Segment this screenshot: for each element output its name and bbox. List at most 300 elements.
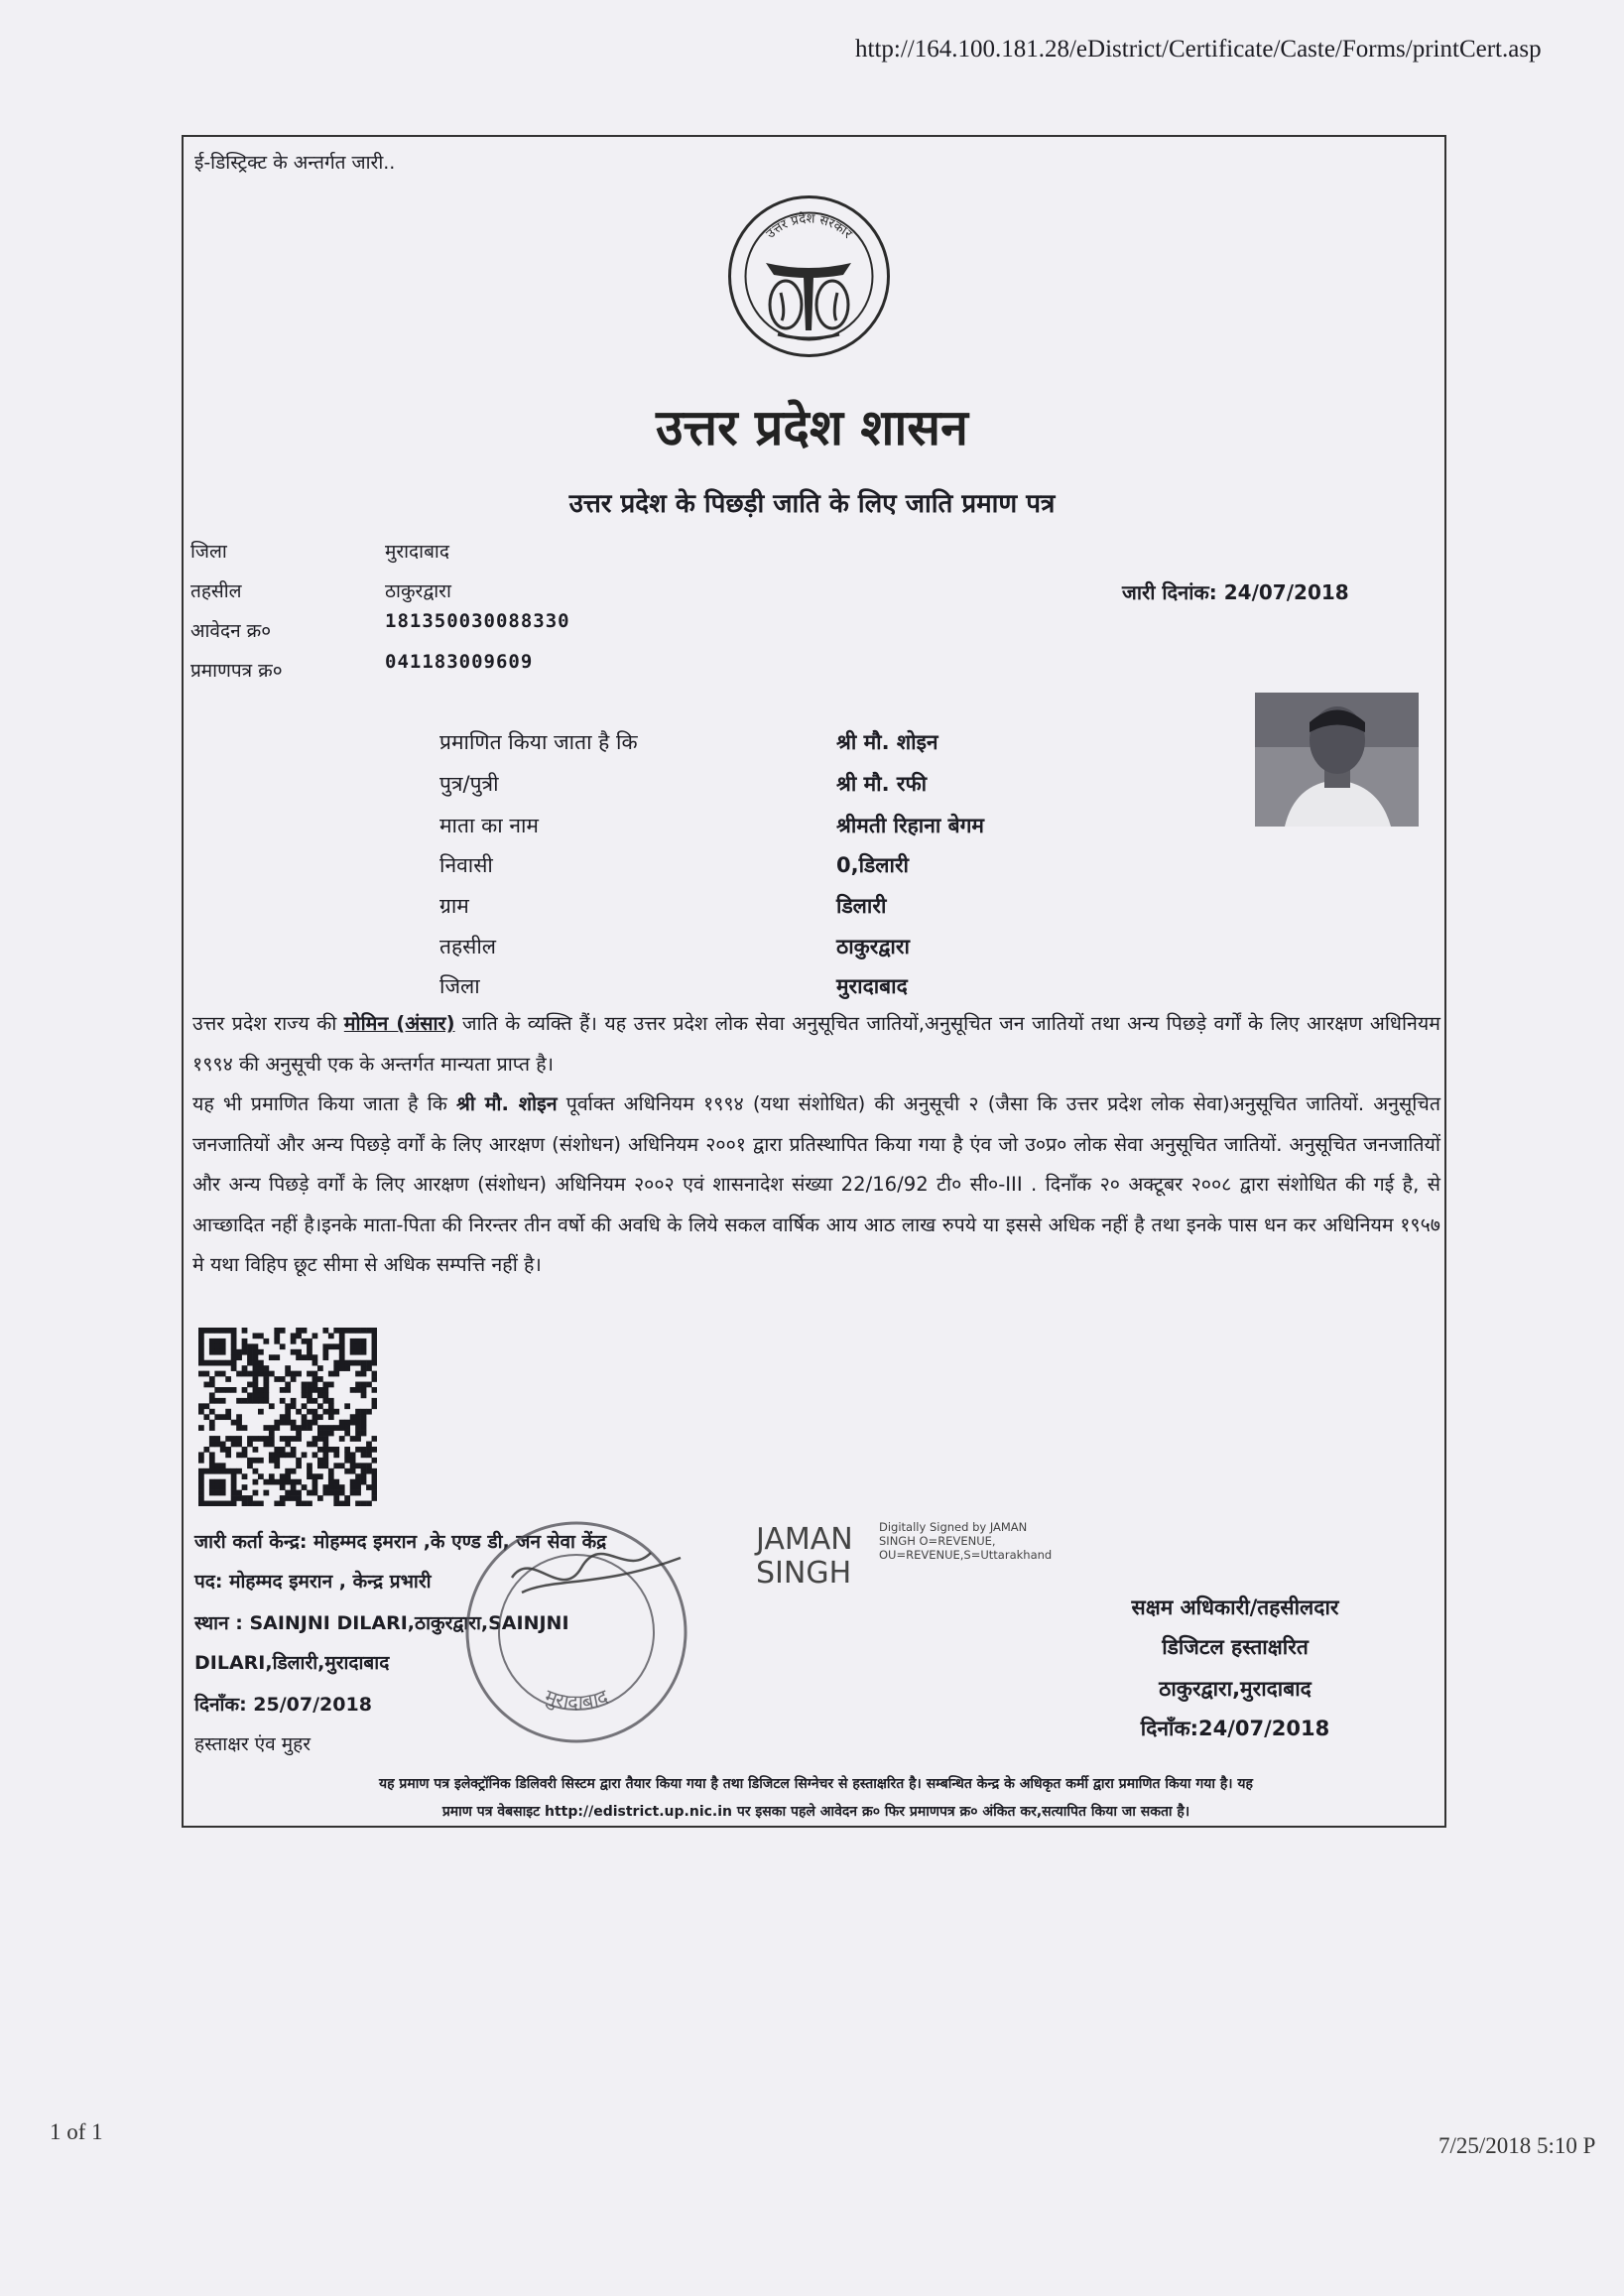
qr-module (247, 1354, 253, 1360)
qr-module (361, 1414, 367, 1420)
qr-module (214, 1501, 220, 1506)
qr-module (231, 1473, 237, 1479)
qr-module (372, 1328, 377, 1334)
qr-module (247, 1349, 253, 1355)
qr-module (317, 1403, 323, 1409)
qr-module (198, 1458, 204, 1464)
qr-module (317, 1463, 323, 1468)
issuer-date: दिनॉंक: 25/07/2018 (194, 1694, 372, 1716)
qr-module (312, 1376, 318, 1382)
qr-module (231, 1495, 237, 1501)
qr-module (285, 1403, 291, 1409)
qr-module (291, 1447, 297, 1453)
qr-module (274, 1420, 280, 1426)
qr-module (317, 1376, 323, 1382)
qr-module (291, 1452, 297, 1458)
qr-module (274, 1376, 280, 1382)
qr-module (366, 1382, 372, 1388)
qr-module (296, 1479, 302, 1485)
qr-module (302, 1425, 308, 1431)
qr-module (269, 1442, 275, 1448)
qr-module (242, 1365, 248, 1371)
qr-module (214, 1414, 220, 1420)
qr-module (253, 1333, 259, 1339)
qr-module (312, 1382, 318, 1388)
qr-module (263, 1436, 269, 1442)
qr-module (317, 1436, 323, 1442)
qr-module (274, 1425, 280, 1431)
qr-module (339, 1436, 345, 1442)
qr-module (317, 1473, 323, 1479)
district-label: जिला (190, 541, 227, 563)
qr-module (322, 1442, 328, 1448)
qr-module (328, 1343, 334, 1349)
qr-module (302, 1382, 308, 1388)
qr-module (339, 1490, 345, 1496)
qr-module (312, 1436, 318, 1442)
qr-module (203, 1382, 209, 1388)
qr-module (333, 1360, 339, 1366)
qr-module (263, 1339, 269, 1344)
qr-module (231, 1360, 237, 1366)
qr-module (198, 1343, 204, 1349)
qr-module (274, 1458, 280, 1464)
qr-module (253, 1365, 259, 1371)
district-value: मुरादाबाद (385, 541, 449, 563)
qr-module (263, 1398, 269, 1404)
qr-module (209, 1463, 215, 1468)
qr-module (355, 1479, 361, 1485)
digital-signature-line1: Digitally Signed by JAMAN (879, 1520, 1028, 1534)
qr-module (269, 1473, 275, 1479)
digital-signer-last: SINGH (756, 1556, 852, 1591)
qr-module (269, 1354, 275, 1360)
qr-module (247, 1501, 253, 1506)
field-label-village: ग्राम (439, 894, 469, 918)
field-value-resident: 0,डिलारी (836, 853, 909, 877)
qr-module (355, 1349, 361, 1355)
qr-module (328, 1447, 334, 1453)
digital-signer-first: JAMAN (756, 1522, 853, 1557)
qr-module (328, 1382, 334, 1388)
qr-module (280, 1398, 286, 1404)
qr-module (198, 1425, 204, 1431)
qr-module (333, 1365, 339, 1371)
qr-module (242, 1452, 248, 1458)
qr-module (285, 1409, 291, 1415)
qr-module (258, 1349, 264, 1355)
qr-module (355, 1420, 361, 1426)
qr-module (236, 1490, 242, 1496)
qr-module (361, 1328, 367, 1334)
qr-module (355, 1360, 361, 1366)
qr-module (214, 1360, 220, 1366)
qr-module (220, 1349, 226, 1355)
qr-module (225, 1468, 231, 1474)
qr-module (231, 1387, 237, 1393)
qr-module (285, 1420, 291, 1426)
qr-module (355, 1339, 361, 1344)
qr-module (355, 1447, 361, 1453)
qr-module (236, 1442, 242, 1448)
qr-module (198, 1349, 204, 1355)
qr-module (307, 1349, 312, 1355)
qr-module (322, 1425, 328, 1431)
qr-module (361, 1452, 367, 1458)
qr-module (291, 1371, 297, 1377)
qr-module (253, 1501, 259, 1506)
qr-module (280, 1501, 286, 1506)
qr-module (372, 1458, 377, 1464)
qr-module (366, 1442, 372, 1448)
page-url: http://164.100.181.28/eDistrict/Certificate/Caste/Forms/printCert.asp (855, 36, 1542, 63)
qr-module (355, 1473, 361, 1479)
qr-module (236, 1468, 242, 1474)
qr-module (296, 1495, 302, 1501)
qr-module (236, 1436, 242, 1442)
qr-module (242, 1343, 248, 1349)
qr-module (242, 1371, 248, 1377)
qr-module (214, 1468, 220, 1474)
qr-module (322, 1328, 328, 1334)
page-count: 1 of 1 (50, 2119, 103, 2144)
qr-module (209, 1468, 215, 1474)
qr-module (269, 1452, 275, 1458)
qr-module (312, 1452, 318, 1458)
qr-module (302, 1420, 308, 1426)
qr-module (344, 1365, 350, 1371)
qr-module (350, 1463, 356, 1468)
qr-module (355, 1387, 361, 1393)
qr-module (263, 1425, 269, 1431)
field-value-mother: श्रीमती रिहाना बेगम (836, 814, 984, 837)
qr-module (242, 1349, 248, 1355)
qr-module (274, 1328, 280, 1334)
qr-module (372, 1354, 377, 1360)
qr-module (274, 1501, 280, 1506)
qr-module (242, 1473, 248, 1479)
qr-module (302, 1392, 308, 1398)
qr-module (280, 1495, 286, 1501)
qr-module (317, 1495, 323, 1501)
qr-module (296, 1501, 302, 1506)
qr-module (242, 1387, 248, 1393)
qr-module (209, 1398, 215, 1404)
qr-module (372, 1484, 377, 1490)
qr-module (274, 1339, 280, 1344)
qr-module (269, 1431, 275, 1437)
qr-module (366, 1328, 372, 1334)
qr-module (322, 1382, 328, 1388)
qr-module (361, 1447, 367, 1453)
qr-module (322, 1387, 328, 1393)
body-p1-b: जाति के व्यक्ति हैं। यह उत्तर प्रदेश लोक सेवा अनुसूचित जातियों,अनुसूचित जन जातियों तथा अन्य पिछड़े वर्गों के लिए आरक्षण अधिनियम १९९४ की अनुसूची एक के अन्तर्गत मान्यता प्राप्त है। (192, 1012, 1440, 1076)
application-no-value: 181350030088330 (385, 610, 570, 632)
qr-module (203, 1360, 209, 1366)
qr-module (333, 1501, 339, 1506)
qr-module (291, 1484, 297, 1490)
issuing-center: जारी कर्ता केन्द्र: मोहम्मद इमरान ,के एण्ड डी, जन सेवा केंद्र (194, 1531, 607, 1553)
qr-module (209, 1501, 215, 1506)
qr-module (253, 1382, 259, 1388)
qr-module (344, 1425, 350, 1431)
qr-module (344, 1420, 350, 1426)
qr-module (361, 1343, 367, 1349)
qr-module (344, 1452, 350, 1458)
qr-module (302, 1328, 308, 1334)
qr-module (372, 1495, 377, 1501)
qr-module (366, 1447, 372, 1453)
qr-module (269, 1425, 275, 1431)
tehsil-label: तहसील (190, 580, 242, 602)
qr-module (198, 1409, 204, 1415)
qr-module (339, 1349, 345, 1355)
qr-module (361, 1387, 367, 1393)
qr-module (198, 1333, 204, 1339)
qr-module (312, 1414, 318, 1420)
qr-module (220, 1479, 226, 1485)
qr-module (317, 1365, 323, 1371)
qr-module (350, 1490, 356, 1496)
qr-module (263, 1365, 269, 1371)
qr-module (274, 1463, 280, 1468)
qr-module (214, 1490, 220, 1496)
qr-module (203, 1414, 209, 1420)
qr-module (361, 1371, 367, 1377)
qr-module (285, 1371, 291, 1377)
qr-module (231, 1343, 237, 1349)
qr-module (231, 1442, 237, 1448)
qr-module (214, 1339, 220, 1344)
field-label-son-daughter: पुत्र/पुत्री (439, 772, 499, 796)
certificate-title: उत्तर प्रदेश शासन (656, 399, 968, 456)
qr-module (312, 1387, 318, 1393)
qr-module (339, 1333, 345, 1339)
qr-module (242, 1339, 248, 1344)
qr-module (312, 1371, 318, 1377)
qr-module (209, 1409, 215, 1415)
qr-module (372, 1339, 377, 1344)
issue-date-label: जारी दिनांक: (1122, 580, 1217, 604)
qr-module (253, 1343, 259, 1349)
qr-module (333, 1328, 339, 1334)
qr-module (231, 1420, 237, 1426)
qr-module (225, 1409, 231, 1415)
qr-module (220, 1339, 226, 1344)
qr-module (247, 1360, 253, 1366)
qr-module (339, 1328, 345, 1334)
qr-module (350, 1414, 356, 1420)
qr-module (312, 1484, 318, 1490)
qr-module (236, 1349, 242, 1355)
authority-designation: सक्षम अधिकारी/तहसीलदार (1131, 1595, 1339, 1619)
authority-location: ठाकुरद्वारा,मुरादाबाद (1159, 1677, 1312, 1701)
qr-module (372, 1376, 377, 1382)
qr-module (328, 1473, 334, 1479)
qr-module (328, 1431, 334, 1437)
qr-module (220, 1501, 226, 1506)
qr-module (280, 1436, 286, 1442)
issuer-place: स्थान : SAINJNI DILARI,ठाकुरद्वारा,SAINJNI (194, 1612, 569, 1634)
qr-module (285, 1452, 291, 1458)
qr-module (220, 1468, 226, 1474)
qr-module (280, 1484, 286, 1490)
qr-module (269, 1479, 275, 1485)
qr-module (322, 1436, 328, 1442)
qr-module (258, 1371, 264, 1377)
qr-module (333, 1371, 339, 1377)
qr-module (333, 1463, 339, 1468)
qr-module (333, 1447, 339, 1453)
qr-module (203, 1371, 209, 1377)
qr-module (361, 1420, 367, 1426)
issue-date (1122, 578, 1349, 605)
qr-module (366, 1452, 372, 1458)
qr-module (328, 1409, 334, 1415)
qr-module (333, 1452, 339, 1458)
qr-module (214, 1463, 220, 1468)
qr-module (344, 1360, 350, 1366)
qr-module (242, 1328, 248, 1334)
qr-module (307, 1463, 312, 1468)
qr-module (231, 1365, 237, 1371)
qr-module (225, 1501, 231, 1506)
qr-module (296, 1436, 302, 1442)
qr-module (269, 1403, 275, 1409)
qr-module (242, 1447, 248, 1453)
qr-module (274, 1354, 280, 1360)
qr-module (350, 1479, 356, 1485)
qr-module (361, 1425, 367, 1431)
qr-module (225, 1328, 231, 1334)
qr-module (214, 1371, 220, 1377)
qr-module (209, 1436, 215, 1442)
body-applicant-name: श्री मौ. शोइन (456, 1092, 558, 1115)
qr-module (285, 1473, 291, 1479)
qr-module (247, 1495, 253, 1501)
qr-module (344, 1328, 350, 1334)
qr-module (203, 1328, 209, 1334)
field-value-district: मुरादाबाद (836, 974, 908, 998)
qr-module (253, 1479, 259, 1485)
issuer-place-line2: DILARI,डिलारी,मुरादाबाद (194, 1652, 390, 1674)
qr-module (209, 1479, 215, 1485)
qr-module (296, 1371, 302, 1377)
qr-module (302, 1354, 308, 1360)
qr-module (322, 1484, 328, 1490)
qr-module (296, 1490, 302, 1496)
qr-module (312, 1360, 318, 1366)
qr-module (269, 1371, 275, 1377)
qr-module (333, 1343, 339, 1349)
qr-module (322, 1392, 328, 1398)
qr-module (307, 1442, 312, 1448)
certificate-subtitle: उत्तर प्रदेश के पिछड़ी जाति के लिए जाति प्रमाण पत्र (568, 489, 1056, 519)
qr-module (253, 1371, 259, 1377)
qr-module (231, 1501, 237, 1506)
qr-module (242, 1501, 248, 1506)
qr-module (220, 1398, 226, 1404)
qr-module (280, 1387, 286, 1393)
qr-module (307, 1398, 312, 1404)
qr-module (361, 1468, 367, 1474)
qr-module (355, 1490, 361, 1496)
qr-module (291, 1333, 297, 1339)
qr-module (296, 1354, 302, 1360)
qr-module (355, 1425, 361, 1431)
qr-module (339, 1354, 345, 1360)
qr-module (322, 1490, 328, 1496)
qr-module (355, 1431, 361, 1437)
qr-module (312, 1479, 318, 1485)
qr-module (209, 1442, 215, 1448)
qr-module (280, 1452, 286, 1458)
qr-module (355, 1484, 361, 1490)
qr-module (328, 1484, 334, 1490)
qr-module (317, 1387, 323, 1393)
qr-module (253, 1458, 259, 1464)
qr-module (372, 1436, 377, 1442)
qr-module (274, 1452, 280, 1458)
qr-module (291, 1376, 297, 1382)
qr-module (220, 1360, 226, 1366)
qr-module (328, 1371, 334, 1377)
qr-module (307, 1343, 312, 1349)
qr-module (322, 1343, 328, 1349)
qr-module (285, 1436, 291, 1442)
field-label-district: जिला (439, 974, 480, 998)
qr-module (372, 1333, 377, 1339)
qr-module (307, 1387, 312, 1393)
qr-module (274, 1333, 280, 1339)
qr-module (258, 1409, 264, 1415)
qr-module (307, 1425, 312, 1431)
certificate-no-value: 041183009609 (385, 651, 534, 673)
qr-module (214, 1484, 220, 1490)
qr-module (220, 1343, 226, 1349)
qr-module (220, 1371, 226, 1377)
qr-module (242, 1425, 248, 1431)
qr-module (317, 1447, 323, 1453)
qr-module (214, 1343, 220, 1349)
qr-module (209, 1392, 215, 1398)
qr-module (203, 1403, 209, 1409)
qr-module (307, 1371, 312, 1377)
qr-module (253, 1436, 259, 1442)
qr-module (355, 1436, 361, 1442)
qr-module (291, 1420, 297, 1426)
qr-module (328, 1468, 334, 1474)
qr-module (236, 1414, 242, 1420)
qr-module (258, 1473, 264, 1479)
qr-module (247, 1398, 253, 1404)
qr-module (209, 1458, 215, 1464)
qr-module (214, 1328, 220, 1334)
qr-module (350, 1360, 356, 1366)
qr-module (296, 1333, 302, 1339)
certificate-no-label: प्रमाणपत्र क्र० (190, 660, 283, 682)
qr-module (302, 1484, 308, 1490)
certificate-body (192, 1004, 1440, 1286)
qr-module (198, 1501, 204, 1506)
qr-module (296, 1328, 302, 1334)
qr-module (274, 1479, 280, 1485)
qr-module (372, 1473, 377, 1479)
qr-module (263, 1371, 269, 1377)
qr-module (361, 1479, 367, 1485)
qr-module (328, 1425, 334, 1431)
qr-module (198, 1328, 204, 1334)
